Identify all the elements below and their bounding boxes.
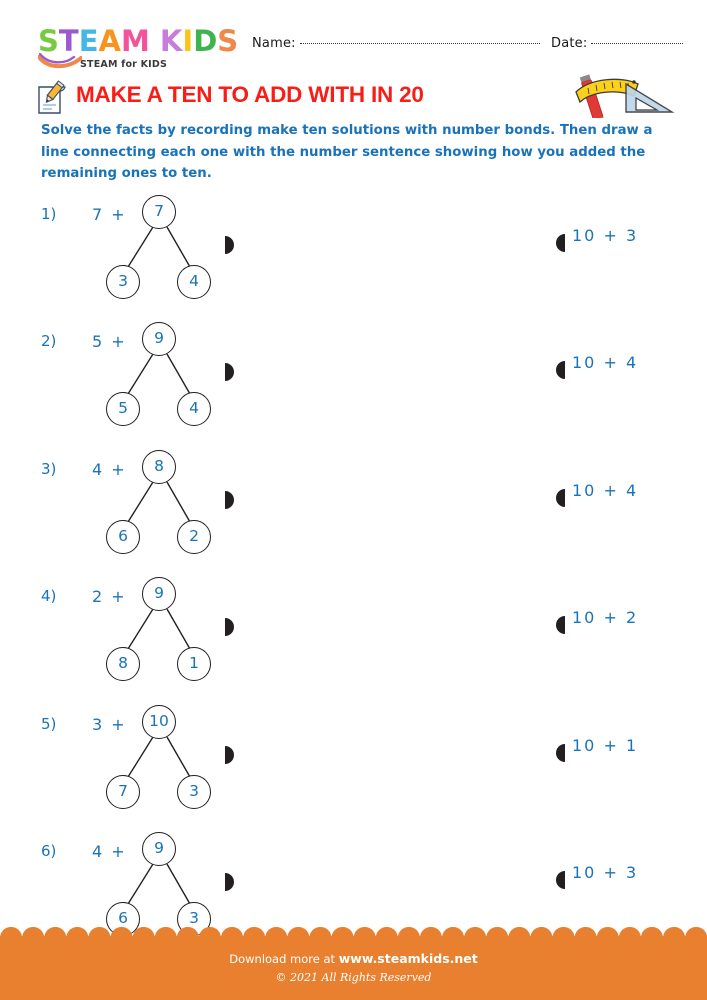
problem-number: 6) <box>41 842 57 860</box>
bond-right-node[interactable]: 3 <box>177 775 211 809</box>
bond-left-node[interactable]: 6 <box>106 520 140 554</box>
problem-row <box>0 320 707 440</box>
logo-letter-0: S <box>38 24 59 58</box>
match-target-dot[interactable] <box>556 744 565 762</box>
logo-letter-1: T <box>58 24 79 58</box>
bond-right-node[interactable]: 2 <box>177 520 211 554</box>
problem-number: 5) <box>41 715 57 733</box>
logo-letter-9: S <box>217 24 239 58</box>
bond-left-node[interactable]: 3 <box>106 265 140 299</box>
steam-kids-logo <box>38 24 239 73</box>
ruler-pencil-triangle-icon <box>560 62 682 118</box>
answer-sentence: 10 + 2 <box>572 608 639 627</box>
problem-expression: 2 + <box>92 587 127 606</box>
problem-expression: 4 + <box>92 842 127 861</box>
logo-letter-5 <box>150 27 160 56</box>
bond-left-node[interactable]: 5 <box>106 392 140 426</box>
number-bond <box>100 450 230 560</box>
answer-sentence: 10 + 4 <box>572 353 639 372</box>
bond-left-node[interactable]: 7 <box>106 775 140 809</box>
bond-left-node[interactable]: 6 <box>106 902 140 936</box>
problem-row <box>0 448 707 568</box>
match-target-dot[interactable] <box>556 234 565 252</box>
match-source-dot[interactable] <box>225 873 234 891</box>
page-footer <box>0 938 707 1000</box>
match-target-dot[interactable] <box>556 361 565 379</box>
answer-sentence: 10 + 3 <box>572 863 639 882</box>
date-input-line[interactable] <box>591 43 683 44</box>
match-source-dot[interactable] <box>225 363 234 381</box>
notepad-pencil-icon <box>34 79 70 117</box>
logo-wordmark <box>38 24 239 58</box>
match-source-dot[interactable] <box>225 618 234 636</box>
name-field[interactable] <box>252 36 540 51</box>
number-bond <box>100 705 230 815</box>
page-title: MAKE A TEN TO ADD WITH IN 20 <box>76 82 424 107</box>
problem-row <box>0 193 707 313</box>
match-source-dot[interactable] <box>225 491 234 509</box>
problem-number: 3) <box>41 460 57 478</box>
logo-swoosh-icon <box>38 53 82 71</box>
bond-total-node[interactable]: 10 <box>142 705 176 739</box>
bond-right-node[interactable]: 3 <box>177 902 211 936</box>
number-bond <box>100 322 230 432</box>
footer-download-prefix: Download more at <box>229 952 339 966</box>
problem-expression: 7 + <box>92 205 127 224</box>
match-target-dot[interactable] <box>556 616 565 634</box>
problem-row <box>0 575 707 695</box>
problem-number: 2) <box>41 332 57 350</box>
logo-letter-3: A <box>98 24 121 58</box>
scallop-edge <box>0 927 707 939</box>
answer-sentence: 10 + 3 <box>572 226 639 245</box>
logo-letter-6: K <box>159 24 183 58</box>
problem-row <box>0 703 707 823</box>
number-bond <box>100 577 230 687</box>
match-source-dot[interactable] <box>225 746 234 764</box>
answer-sentence: 10 + 1 <box>572 736 639 755</box>
logo-letter-2: E <box>78 24 99 58</box>
logo-letter-7: I <box>182 24 194 58</box>
name-input-line[interactable] <box>300 43 540 44</box>
date-field[interactable] <box>551 36 683 51</box>
bond-total-node[interactable]: 9 <box>142 577 176 611</box>
name-label: Name: <box>252 36 296 51</box>
footer-site-link[interactable]: www.steamkids.net <box>338 951 478 966</box>
logo-letter-8: D <box>193 24 218 58</box>
bond-total-node[interactable]: 9 <box>142 322 176 356</box>
bond-right-node[interactable]: 4 <box>177 265 211 299</box>
answer-sentence: 10 + 4 <box>572 481 639 500</box>
number-bond <box>100 195 230 305</box>
number-bond <box>100 832 230 942</box>
bond-right-node[interactable]: 4 <box>177 392 211 426</box>
footer-download-text <box>0 951 707 966</box>
footer-copyright: © 2021 All Rights Reserved <box>275 971 432 984</box>
problem-expression: 5 + <box>92 332 127 351</box>
date-label: Date: <box>551 36 588 51</box>
bond-right-node[interactable]: 1 <box>177 647 211 681</box>
instructions-text: Solve the facts by recording make ten solutions with number bonds. Then draw a line connecting each one with the number sentence showing how you added the remaining ones to ten. <box>41 123 653 181</box>
problem-expression: 4 + <box>92 460 127 479</box>
problem-number: 4) <box>41 587 57 605</box>
bond-total-node[interactable]: 8 <box>142 450 176 484</box>
match-source-dot[interactable] <box>225 236 234 254</box>
bond-total-node[interactable]: 9 <box>142 832 176 866</box>
bond-total-node[interactable]: 7 <box>142 195 176 229</box>
match-target-dot[interactable] <box>556 489 565 507</box>
match-target-dot[interactable] <box>556 871 565 889</box>
problem-expression: 3 + <box>92 715 127 734</box>
logo-letter-4: M <box>120 24 150 58</box>
logo-tagline: STEAM for KIDS <box>80 59 168 70</box>
problem-number: 1) <box>41 205 57 223</box>
bond-left-node[interactable]: 8 <box>106 647 140 681</box>
